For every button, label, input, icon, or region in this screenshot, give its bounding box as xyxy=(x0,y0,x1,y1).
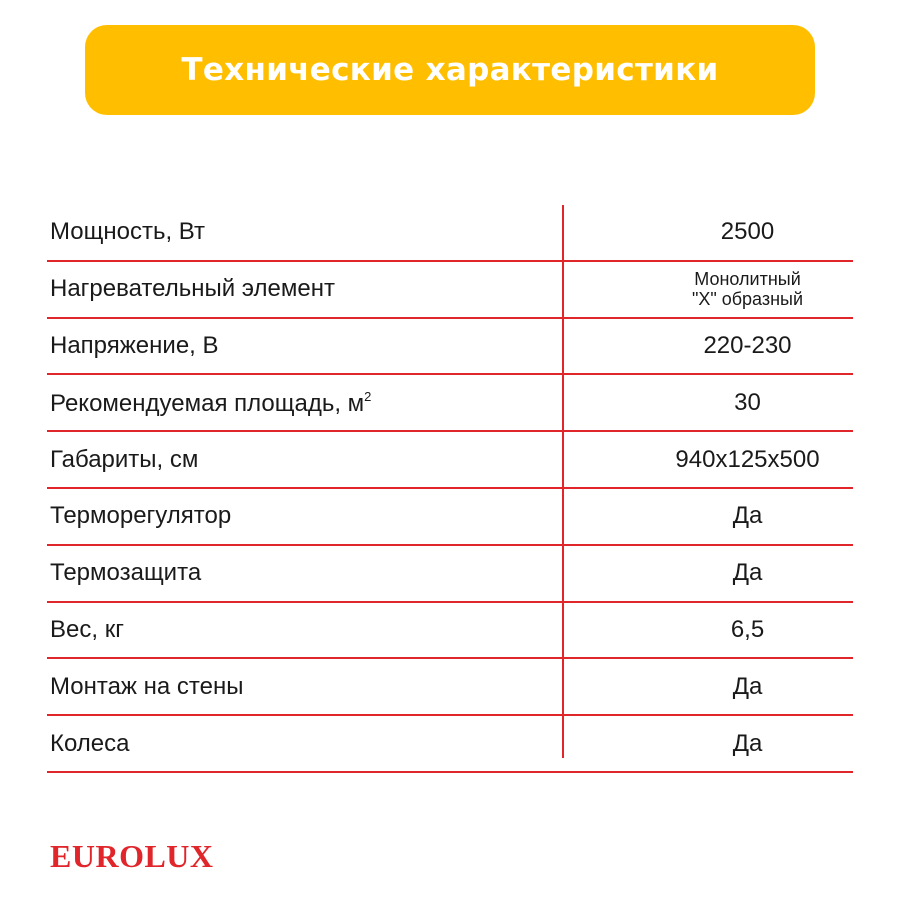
spec-row-wheels xyxy=(47,716,853,773)
spec-label: Колеса xyxy=(50,729,130,757)
spec-value-line: "X" образный xyxy=(691,289,804,310)
spec-label: Напряжение, В xyxy=(50,331,219,359)
spec-row-area xyxy=(47,375,853,432)
column-divider xyxy=(562,205,564,758)
spec-label: Термозащита xyxy=(50,559,202,587)
spec-label-superscript: 2 xyxy=(364,388,372,404)
page-title: Технические характеристики xyxy=(181,52,719,88)
spec-label: Монтаж на стены xyxy=(50,672,244,700)
spec-row-heating-element xyxy=(47,262,853,319)
specs-table xyxy=(47,205,853,773)
brand-logo: EUROLUX xyxy=(50,838,214,874)
spec-value: 30 xyxy=(734,388,761,416)
spec-value xyxy=(562,262,853,317)
spec-value: Да xyxy=(732,559,763,587)
spec-row-thermostat xyxy=(47,489,853,546)
spec-label: Габариты, см xyxy=(50,445,199,473)
spec-value: 6,5 xyxy=(730,615,765,643)
spec-label: Вес, кг xyxy=(50,615,124,643)
spec-row-dimensions xyxy=(47,432,853,489)
spec-value: 940х125х500 xyxy=(675,445,820,473)
spec-value: Да xyxy=(732,502,763,530)
spec-label: Рекомендуемая площадь, м xyxy=(50,389,365,417)
spec-row-wall-mount xyxy=(47,659,853,716)
spec-row-power xyxy=(47,205,853,262)
spec-label: Терморегулятор xyxy=(50,502,232,530)
spec-row-voltage xyxy=(47,319,853,376)
spec-label: Нагревательный элемент xyxy=(50,275,335,303)
spec-row-thermal-protection xyxy=(47,546,853,603)
header-banner xyxy=(85,25,815,115)
spec-value: Да xyxy=(732,729,763,757)
spec-label: Мощность, Вт xyxy=(50,218,205,246)
spec-value: Да xyxy=(732,672,763,700)
spec-value: 220-230 xyxy=(703,331,792,359)
spec-label-wrap xyxy=(47,390,565,416)
spec-value: 2500 xyxy=(720,218,775,246)
spec-value-line: Монолитный xyxy=(694,268,801,289)
spec-row-weight xyxy=(47,603,853,660)
